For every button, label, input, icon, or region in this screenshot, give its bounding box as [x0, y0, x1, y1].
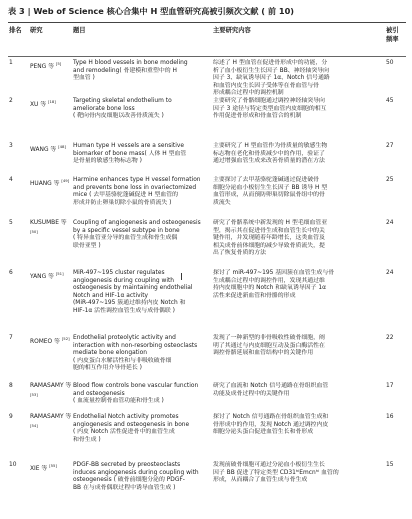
content-line: 形成，从而耦合了血管生成与骨生成 — [213, 477, 308, 484]
title-line: ( 血流量控制骨血管功能和骨生成 ) — [73, 398, 164, 405]
title-line: induces angiogenesis during coupling with — [73, 469, 199, 476]
title-line: Endothelial Notch activity promotes — [73, 414, 179, 420]
row-content — [213, 383, 381, 398]
row-author — [30, 383, 74, 402]
reference-number[interactable]: [53] — [30, 391, 38, 397]
row-title — [73, 98, 206, 121]
header-title: 题目 — [73, 27, 86, 34]
reference-number[interactable]: [49] — [61, 178, 70, 183]
row-cited-count: 15 — [386, 462, 394, 468]
row-author — [30, 60, 74, 72]
row-rank: 1 — [9, 60, 13, 66]
title-line: Targeting skeletal endothelium to — [73, 98, 172, 104]
title-line: osteogenesis by maintaining endothelial — [73, 285, 193, 292]
row-content — [213, 414, 381, 437]
title-line: ameliorate bone loss — [73, 105, 135, 112]
content-line: 和血管内皮生长因子受体等在骨血管与骨 — [213, 82, 320, 89]
content-line: 作用促进骨形成和骨血管合的机制 — [213, 113, 302, 120]
content-line: 探讨了 miR-497~195 基因簇在血管生成与骨 — [213, 270, 335, 276]
author-name: ROMEO 等 — [30, 338, 60, 345]
title-line: biomarker of bone mass( 人体 H 型血管 — [73, 150, 187, 157]
row-rank: 9 — [9, 414, 13, 420]
title-line: 联骨亚型 ) — [73, 242, 101, 249]
title-line: angiogenesis and osteogenesis in bone — [73, 421, 190, 428]
title-line: by a specific vessel subtype in bone — [73, 227, 180, 234]
title-line: ( 靶向骨内皮细胞以改善骨质流失 ) — [73, 113, 164, 120]
content-line: 发现前破骨细胞可通过分泌血小板衍生生长 — [213, 462, 325, 468]
row-author — [30, 177, 74, 189]
row-title — [73, 270, 206, 316]
title-line: ( 内皮 Notch 活性促进骨中的血管生成 — [73, 429, 175, 436]
row-title — [73, 177, 206, 207]
row-content — [213, 177, 381, 207]
table-caption: 表 3 | Web of Science 核心合集中 H 型血管研究高被引频次文献 ( 前 10) — [8, 6, 295, 16]
row-author — [30, 220, 74, 239]
content-line: 活性来促进新血管和骨骼的形成 — [213, 292, 296, 299]
title-line: (MiR-497~195 簇通过维持内皮 Notch 和 — [73, 300, 186, 307]
reference-number[interactable]: [51] — [55, 271, 64, 276]
row-cited-count: 25 — [386, 177, 394, 183]
title-line: HIF-1α 活性调控血管生成与成骨偶联 ) — [73, 307, 175, 314]
title-line: and remodeling( 骨建模和重塑中的 H — [73, 67, 177, 74]
row-rank: 8 — [9, 383, 13, 389]
content-line: 细胞分泌头蛋白促进血管生长和骨形成 — [213, 429, 314, 436]
title-line: Harmine enhances type H vessel formation — [73, 177, 201, 183]
row-content — [213, 270, 381, 300]
row-rank: 3 — [9, 143, 13, 149]
title-line: osteogenesis ( 破骨前细胞分泌的 PDGF- — [73, 477, 185, 484]
row-content — [213, 143, 381, 166]
content-line: 调控骨骼延展和血管结构中的关键作用 — [213, 350, 314, 357]
author-name: XU 等 — [30, 101, 47, 108]
row-content — [213, 335, 381, 358]
row-rank: 2 — [9, 98, 13, 104]
content-line: 标志物在老化和骨质减少中的作用，验证了 — [213, 150, 325, 157]
content-line: 细胞分泌血小板衍生生长因子 BB 诱导 H 型 — [213, 184, 328, 191]
content-line: 明了其通过与内皮细胞互动及蛋白酶活性在 — [213, 342, 325, 349]
title-line: Type H blood vessels in bone modeling — [73, 60, 188, 66]
content-line: 质流失 — [213, 199, 231, 206]
row-content — [213, 60, 381, 98]
row-content — [213, 98, 381, 121]
row-author — [30, 462, 74, 474]
content-line: 研究了血流和 Notch 信号通路在骨组织血管 — [213, 383, 329, 389]
author-name: YANG 等 — [30, 273, 54, 280]
title-line: and osteogenesis — [73, 390, 125, 397]
content-line: 因子 3 途径与特定类型血管内皮细胞的相互 — [213, 105, 327, 112]
author-name: HUANG 等 — [30, 180, 60, 187]
row-rank: 10 — [9, 462, 17, 468]
row-rank: 7 — [9, 335, 13, 341]
row-cited-count: 24 — [386, 270, 394, 276]
header-rank: 排名 — [9, 27, 22, 34]
content-line: 出了恢复骨质的方法 — [213, 250, 267, 257]
reference-number[interactable]: [18] — [48, 99, 56, 104]
content-line: 骨形成中的作用，发现 Notch 通过调控内皮 — [213, 421, 329, 428]
row-cited-count: 24 — [386, 220, 394, 226]
row-author — [30, 270, 74, 282]
content-line: 持内皮细胞中的 Notch 和缺氧诱导因子 1α — [213, 285, 327, 292]
row-author — [30, 143, 74, 155]
content-line: 生成耦合过程中的调控作用，发现其通过维 — [213, 277, 325, 284]
title-line: 形成并防止卵巢切除小鼠的骨质流失 ) — [73, 199, 172, 206]
content-line: 通过增强血管生成来改善骨质量的潜在方法 — [213, 158, 325, 165]
title-line: and prevents bone loss in ovariectomized — [73, 184, 197, 191]
title-line: Human type H vessels are a sensitive — [73, 143, 184, 149]
row-title — [73, 462, 206, 492]
row-cited-count: 22 — [386, 335, 394, 341]
row-cited-count: 16 — [386, 414, 394, 420]
content-line: 因子 BB 促进了特定类型 CD31ʰⁱEmcnʰⁱ 血管的 — [213, 469, 339, 476]
title-line: mediate bone elongation — [73, 350, 147, 357]
content-line: 功能及成骨过程中的关键作用 — [213, 390, 290, 397]
title-line: ( 内皮蛋白水解活性和与非吸收破骨细 — [73, 357, 172, 364]
title-line: mice ( 去甲基骆驼蓬碱促进 H 型血管的 — [73, 192, 179, 199]
row-title — [73, 414, 206, 444]
row-cited-count: 17 — [386, 383, 394, 389]
row-author — [30, 98, 74, 110]
row-title — [73, 383, 206, 406]
reference-number[interactable]: [48] — [58, 144, 66, 149]
title-line: 是骨量的敏感生物标志物 ) — [73, 158, 142, 165]
row-rank: 5 — [9, 220, 13, 226]
header-content: 主要研究内容 — [213, 27, 251, 34]
reference-number[interactable]: [55] — [49, 463, 57, 468]
row-cited-count: 45 — [386, 98, 394, 104]
header-cited-line: 频率 — [386, 35, 399, 43]
author-name: XIE 等 — [30, 465, 48, 472]
author-name: RAMASAMY 等 — [30, 414, 72, 420]
row-cited-count: 27 — [386, 143, 394, 149]
content-line: 主要研究了骨骼细胞通过调控神经轴突导向 — [213, 98, 325, 104]
content-line: 探讨了 Notch 信号通路在骨组织血管生成和 — [213, 414, 329, 420]
content-line: 发现了一种新型的非骨吸收性破骨细胞，阐 — [213, 335, 325, 341]
content-line: 血管形成，从而预防卵巢切除鼠骨组中的骨 — [213, 192, 325, 199]
reference-number[interactable]: [52] — [61, 336, 70, 341]
row-author — [30, 414, 74, 433]
content-line: 型，揭示其在促进骨生成和血管生长中的关 — [213, 227, 325, 234]
reference-number[interactable]: [5] — [55, 61, 62, 66]
header-cited — [386, 27, 399, 44]
reference-number[interactable]: [54] — [30, 422, 38, 428]
row-rank: 4 — [9, 177, 13, 183]
title-line: PDGF-BB secreted by preosteoclasts — [73, 462, 181, 468]
text-cursor-icon: I — [180, 272, 183, 283]
row-content — [213, 220, 381, 258]
header-rule — [8, 56, 406, 57]
row-rank: 6 — [9, 270, 13, 276]
title-line: Endothelial proteolytic activity and — [73, 335, 176, 341]
row-content — [213, 462, 381, 485]
title-line: 型血管 ) — [73, 75, 95, 82]
row-title — [73, 335, 206, 373]
top-rule — [8, 22, 406, 23]
row-cited-count: 50 — [386, 60, 394, 66]
title-line: Blood flow controls bone vascular function — [73, 383, 199, 389]
content-line: 主要研究了 H 型血管作为骨质量的敏感生物 — [213, 143, 328, 149]
author-name: KUSUMBE 等 — [30, 220, 67, 226]
title-line: BB 在与成骨偶联过程中诱导血管生成 ) — [73, 484, 176, 491]
title-line: Notch and HIF-1α activity — [73, 292, 149, 299]
content-line: 相关成骨前体细胞的减少导致骨质流失，提 — [213, 242, 325, 249]
content-line: 综述了 H 型血管在促进骨形成中的功能，分 — [213, 60, 328, 66]
title-line: angiogenesis during coupling with — [73, 277, 174, 284]
row-author — [30, 335, 74, 347]
content-line: 析了血小板衍生生长因子 BB、神经轴突导向 — [213, 67, 329, 74]
content-line: 形成耦合过程中的调控机制 — [213, 90, 284, 97]
content-line: 主要探讨了去甲基骆驼蓬碱通过促进破骨 — [213, 177, 320, 183]
title-line: interaction with non-resorbing osteoclasts — [73, 342, 198, 349]
author-name: WANG 等 — [30, 146, 57, 153]
reference-number[interactable]: [50] — [30, 228, 38, 234]
content-line: 研究了骨骼系统中新发现的 H 型毛细血管亚 — [213, 220, 328, 226]
title-line: 和骨生成 ) — [73, 436, 101, 443]
author-name: PENG 等 — [30, 63, 55, 70]
content-line: 键作用，并发现随着年龄增长，这类血管及 — [213, 235, 325, 242]
title-line: ( 特异血管亚分导的血管生成和骨生成偶 — [73, 235, 178, 242]
title-line: 胞的相互作用介导骨延长 ) — [73, 365, 142, 372]
row-title — [73, 220, 206, 250]
content-line: 因子 3、缺氧诱导因子 1α、Notch 信号通路 — [213, 75, 330, 82]
header-cited-line: 被引 — [386, 27, 399, 34]
row-title — [73, 60, 206, 83]
header-author: 研究 — [30, 27, 43, 34]
row-title — [73, 143, 206, 166]
author-name: RAMASAMY 等 — [30, 383, 72, 389]
title-line: MiR-497~195 cluster regulates — [73, 270, 165, 276]
title-line: Coupling of angiogenesis and osteogenesis — [73, 220, 201, 226]
